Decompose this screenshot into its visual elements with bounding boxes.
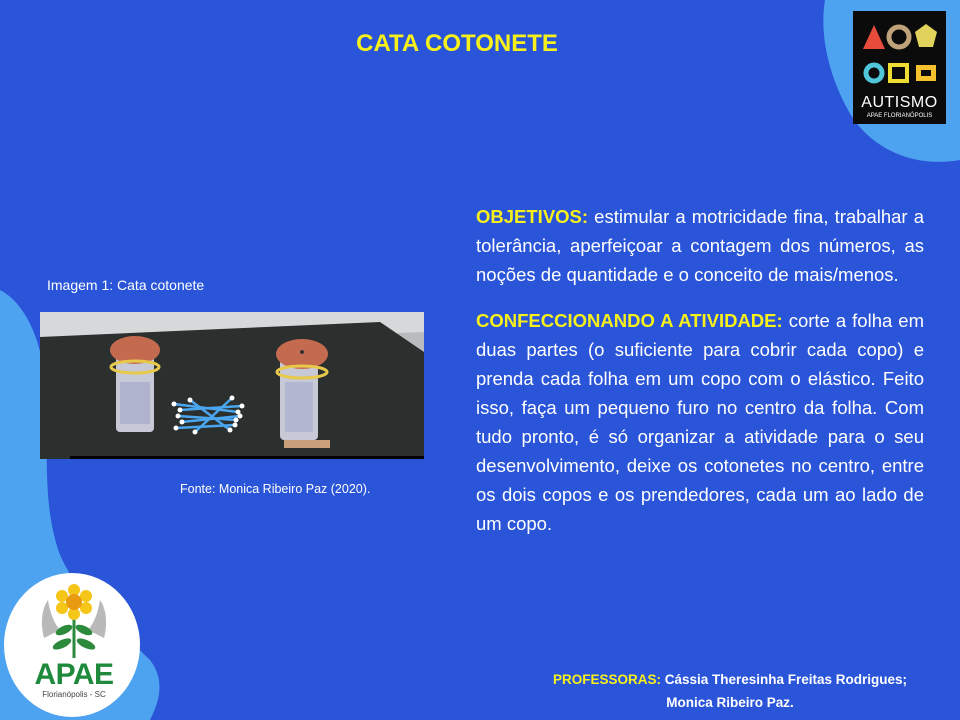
clothespin bbox=[284, 440, 330, 448]
apae-flower-hands-icon bbox=[10, 578, 138, 662]
professoras-names-1: Cássia Theresinha Freitas Rodrigues; bbox=[660, 672, 908, 687]
autismo-logo-name: AUTISMO bbox=[861, 94, 938, 111]
tan-circle-icon bbox=[889, 27, 909, 47]
image-caption: Imagem 1: Cata cotonete bbox=[47, 277, 205, 293]
apae-logo-name: APAE bbox=[34, 658, 114, 691]
cyan-circle-icon bbox=[866, 65, 882, 81]
page-title: CATA COTONETE bbox=[356, 30, 558, 57]
dark-board bbox=[40, 322, 424, 459]
professoras-line-1 bbox=[470, 668, 960, 691]
objetivos-paragraph bbox=[476, 202, 924, 289]
activity-photo bbox=[40, 312, 424, 459]
red-triangle-icon bbox=[863, 25, 885, 49]
confeccionando-paragraph bbox=[476, 306, 924, 538]
autismo-logo-subtitle: APAE FLORIANÓPOLIS bbox=[866, 113, 933, 119]
professoras-label: PROFESSORAS: bbox=[552, 672, 661, 687]
autismo-shapes-icon bbox=[853, 11, 946, 95]
objetivos-text: estimular a motricidade fina, trabalhar a tolerância, aperfeiçoar a contagem dos números, as noções de quantidade e o conceito de mais/menos. bbox=[476, 206, 924, 285]
confeccionando-label: CONFECCIONANDO A ATIVIDADE: bbox=[476, 310, 783, 331]
professoras-names-2: Monica Ribeiro Paz. bbox=[666, 695, 794, 710]
confeccionando-text: corte a folha em duas partes (o suficiente para cobrir cada copo) e prenda cada folha em um copo com o elástico. Feito isso, faça um pequeno furo no centro da folha. Com tudo pronto, é só organizar a atividade para o seu desenvolvimento, deixe os cotonetes no centro, entre os dois copos e os prendedores, cada um ao lado de um copo. bbox=[476, 310, 924, 534]
activity-description bbox=[476, 202, 924, 538]
autismo-logo bbox=[853, 11, 946, 124]
apae-logo bbox=[10, 578, 138, 710]
apae-logo-subtitle: Florianópolis - SC bbox=[42, 690, 106, 699]
yellow-pentagon-icon bbox=[915, 24, 937, 47]
image-source: Fonte: Monica Ribeiro Paz (2020). bbox=[180, 482, 371, 496]
professoras-credit bbox=[470, 668, 960, 714]
objetivos-label: OBJETIVOS: bbox=[476, 206, 589, 227]
yellow-square-icon bbox=[890, 65, 907, 81]
left-cup bbox=[110, 336, 160, 432]
